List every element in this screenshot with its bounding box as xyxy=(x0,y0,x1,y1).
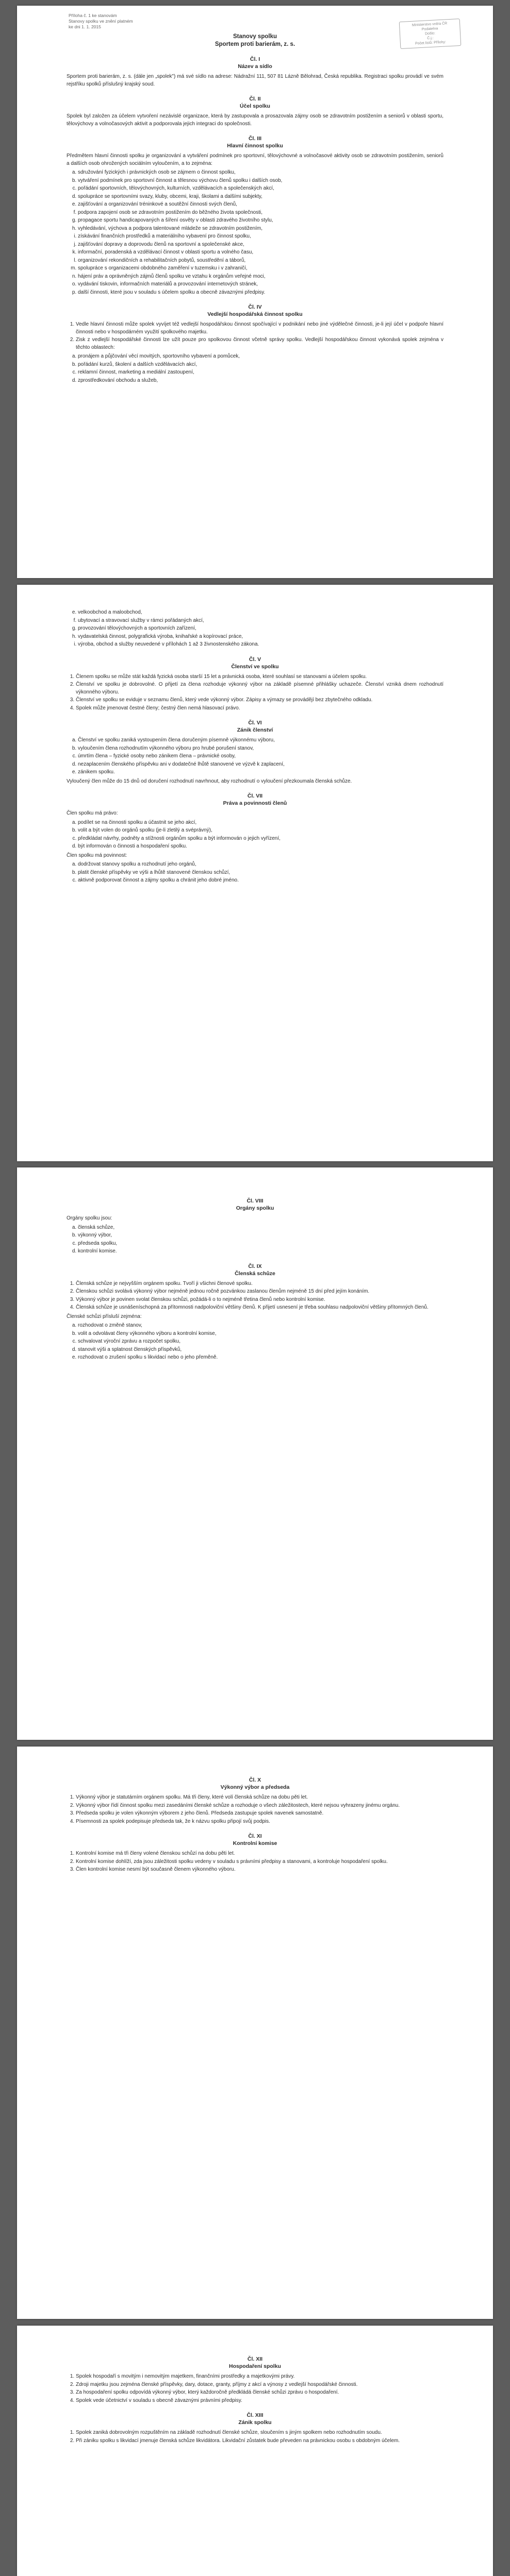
list-item: e. zánikem spolku. xyxy=(78,769,443,776)
list-item: 1. Kontrolní komise má tři členy volené členskou schůzí na dobu pěti let. xyxy=(76,1850,443,1858)
list-item: k. informační, poradenská a vzdělávací činnost v oblasti sportu a volného času, xyxy=(78,249,443,257)
numbered-list xyxy=(67,1850,443,1874)
list-item: a. pronájem a půjčování věcí movitých, sportovního vybavení a pomůcek, xyxy=(78,353,443,361)
list-item: 4. Spolek může jmenovat čestné členy; čestný člen nemá hlasovací právo. xyxy=(76,705,443,713)
article-heading: Čl. II xyxy=(249,96,261,102)
list-item: c. pořádání sportovních, tělovýchovných, kulturních, vzdělávacích a společenských akcí, xyxy=(78,185,443,193)
list-item: 3. Výkonný výbor je povinen svolat členskou schůzi, požádá-li o to nejméně třetina členů nebo kontrolní komise. xyxy=(76,1296,443,1304)
list-item: g. propagace sportu handicapovaných a šíření osvěty v oblasti zdravého životního stylu, xyxy=(78,217,443,225)
list-item: j. zajišťování dopravy a doprovodu členů na sportovní a společenské akce, xyxy=(78,241,443,249)
article-subheading: Výkonný výbor a předseda xyxy=(220,1784,290,1790)
article-heading: Čl. IV xyxy=(248,304,262,310)
article-paragraph: Orgány spolku jsou: xyxy=(67,1215,112,1221)
article-subheading: Hlavní činnost spolku xyxy=(227,143,283,149)
rights-list xyxy=(67,819,443,851)
document-page-4 xyxy=(17,1747,493,2319)
list-item: d. být informován o činnosti a hospodaření spolku. xyxy=(78,843,443,851)
article-heading: Čl. VII xyxy=(247,793,263,799)
list-item: 2. Členskou schůzi svolává výkonný výbor nejméně jednou ročně pozvánkou zaslanou členům nejméně 15 dní před jejím konáním. xyxy=(76,1288,443,1296)
activity-list xyxy=(67,353,443,384)
list-item: 2. Výkonný výbor řídí činnost spolku mezi zasedáními členské schůze a rozhoduje o všech záležitostech, které nejsou vyhrazeny jinému orgánu. xyxy=(76,1802,443,1810)
article-paragraph: Sportem proti barierám, z. s. (dále jen „spolek") má své sídlo na adrese: Nádražní 111, 507 81 Lázně Bělohrad, Česká republika. Registraci spolku provádí ve svém rejstříku spolků příslušný krajský soud. xyxy=(67,74,443,87)
activity-list xyxy=(67,169,443,296)
article-heading: Čl. I xyxy=(250,56,260,62)
list-item: h. vydavatelská činnost, polygrafická výroba, knihařské a kopírovací práce, xyxy=(78,633,443,641)
article-paragraph: Vyloučený člen může do 15 dnů od doručení rozhodnutí navrhnout, aby rozhodnutí o vyloučení přezkoumala členská schůze. xyxy=(67,778,352,784)
article-heading: Čl. V xyxy=(249,656,261,663)
list-item: 1. Výkonný výbor je statutárním orgánem spolku. Má tři členy, které volí členská schůze na dobu pěti let. xyxy=(76,1794,443,1802)
document-page-5 xyxy=(17,2326,493,2576)
list-item: a. členská schůze, xyxy=(78,1224,443,1232)
list-item: 4. Členská schůze je usnášeníschopná za přítomnosti nadpoloviční většiny členů. K přijetí usnesení je třeba souhlasu nadpoloviční většiny přítomných členů. xyxy=(76,1304,443,1312)
list-item: 3. Předseda spolku je volen výkonným výborem z jeho členů. Předseda zastupuje spolek navenek samostatně. xyxy=(76,1810,443,1818)
list-item: a. podílet se na činnosti spolku a účastnit se jeho akcí, xyxy=(78,819,443,827)
article-heading: Čl. X xyxy=(249,1777,261,1783)
list-item: a. rozhodovat o změně stanov, xyxy=(78,1322,443,1330)
article-heading: Čl. XI xyxy=(248,1833,262,1839)
list-item: h. vyhledávání, výchova a podpora talentované mládeže se zdravotním postižením, xyxy=(78,225,443,233)
list-item: p. další činnosti, které jsou v souladu s účelem spolku a obecně závaznými předpisy. xyxy=(78,289,443,297)
article-subheading: Členství ve spolku xyxy=(231,663,279,670)
list-item: 4. Spolek vede účetnictví v souladu s obecně závaznými právními předpisy. xyxy=(76,2397,443,2405)
list-item: f. podpora zapojení osob se zdravotním postižením do běžného života společnosti, xyxy=(78,209,443,217)
article-heading: Čl. IX xyxy=(248,1263,262,1269)
article-paragraph: Člen spolku má povinnost: xyxy=(67,852,127,858)
activity-list xyxy=(67,609,443,649)
list-item: b. vytváření podmínek pro sportovní činnost a tělesnou výchovu členů spolku i dalších osob, xyxy=(78,177,443,185)
list-item: e. rozhodovat o zrušení spolku s likvidací nebo o jeho přeměně. xyxy=(78,1354,443,1362)
list-item: b. platit členské příspěvky ve výši a lhůtě stanovené členskou schůzí, xyxy=(78,869,443,877)
article-subheading: Kontrolní komise xyxy=(233,1840,277,1846)
article-heading: Čl. VIII xyxy=(246,1198,264,1204)
list-item: d. stanovit výši a splatnost členských příspěvků, xyxy=(78,1346,443,1354)
stamp-line: Ministerstvo vnitra ČR xyxy=(412,22,448,27)
list-item: 1. Členem spolku se může stát každá fyzická osoba starší 15 let a právnická osoba, které souhlasí se stanovami a účelem spolku. xyxy=(76,673,443,681)
list-item: a. Členství ve spolku zaniká vystoupením člena doručeným písemně výkonnému výboru, xyxy=(78,737,443,744)
list-item: a. dodržovat stanovy spolku a rozhodnutí jeho orgánů, xyxy=(78,861,443,869)
list-item: l. organizování rekondičních a rehabilitačních pobytů, soustředění a táborů, xyxy=(78,257,443,265)
list-item: 3. Členství ve spolku se eviduje v seznamu členů, který vede výkonný výbor. Zápisy a výmazy se provádějí bez zbytečného odkladu. xyxy=(76,697,443,704)
article-subheading: Členská schůze xyxy=(235,1270,275,1277)
article-subheading: Orgány spolku xyxy=(236,1205,274,1211)
stamp-line: Došlo: xyxy=(424,31,436,36)
document-page-1 xyxy=(17,6,493,578)
list-item: b. volit a odvolávat členy výkonného výboru a kontrolní komise, xyxy=(78,1330,443,1338)
article-heading: Čl. VI xyxy=(248,720,262,726)
list-item: 2. Zisk z vedlejší hospodářské činnosti lze užít pouze pro spolkovou činnost včetně správy spolku. Vedlejší hospodářskou činnost vykonává spolek zejména v těchto oblastech: xyxy=(76,336,443,351)
list-item: i. získávání finančních prostředků a materiálního vybavení pro činnost spolku, xyxy=(78,233,443,241)
list-item: 2. Kontrolní komise dohlíží, zda jsou záležitosti spolku vedeny v souladu s právními předpisy a stanovami, a kontroluje hospodaření spolku. xyxy=(76,1858,443,1866)
list-item: b. výkonný výbor, xyxy=(78,1232,443,1240)
article-paragraph: Spolek byl založen za účelem vytvoření nezávislé organizace, která by zastupovala a prosazovala zájmy osob se zdravotním postižením a seniorů v oblasti sportu, tělovýchovy a volnočasových aktivit a podporovala jejich integraci do společnosti. xyxy=(67,113,443,127)
numbered-list xyxy=(67,1794,443,1825)
article-subheading: Vedlejší hospodářská činnost spolku xyxy=(207,311,303,317)
list-item: 2. Zdroji majetku jsou zejména členské příspěvky, dary, dotace, granty, příjmy z akcí a výnosy z vedlejší hospodářské činnosti. xyxy=(76,2381,443,2389)
stamp-line: Počet listů: Přílohy: xyxy=(415,40,447,46)
list-item: b. volit a být volen do orgánů spolku (je-li zletilý a svéprávný), xyxy=(78,827,443,835)
list-item: c. aktivně podporovat činnost a zájmy spolku a chránit jeho dobré jméno. xyxy=(78,877,443,885)
list-item: n. hájení práv a oprávněných zájmů členů spolku ve vztahu k orgánům veřejné moci, xyxy=(78,273,443,281)
list-item: c. reklamní činnost, marketing a mediální zastoupení, xyxy=(78,369,443,377)
powers-list xyxy=(67,1322,443,1362)
stamp-line: Podatelna xyxy=(421,27,438,31)
numbered-list xyxy=(67,673,443,713)
list-item: 3. Za hospodaření spolku odpovídá výkonný výbor, který každoročně předkládá členské schůzi zprávu o hospodaření. xyxy=(76,2389,443,2397)
list-item: f. ubytovací a stravovací služby v rámci pořádaných akcí, xyxy=(78,617,443,625)
list-item: e. zajišťování a organizování tréninkové a soutěžní činnosti svých členů, xyxy=(78,201,443,209)
article-subheading: Práva a povinnosti členů xyxy=(223,800,287,806)
list-item: 1. Spolek zaniká dobrovolným rozpuštěním na základě rozhodnutí členské schůze, sloučením s jiným spolkem nebo rozhodnutím soudu. xyxy=(76,2429,443,2437)
article-paragraph: Člen spolku má právo: xyxy=(67,810,118,816)
list-item: d. nezaplacením členského příspěvku ani v dodatečné lhůtě stanovené ve výzvě k zaplacení, xyxy=(78,761,443,769)
article-subheading: Název a sídlo xyxy=(238,63,272,70)
list-item: e. velkoobchod a maloobchod, xyxy=(78,609,443,617)
stamp-line: Č.j.: xyxy=(427,36,434,41)
article-subheading: Zánik členství xyxy=(237,727,273,733)
activity-list xyxy=(67,737,443,776)
list-item: c. schvalovat výroční zprávu a rozpočet spolku, xyxy=(78,1338,443,1346)
list-item: 1. Spolek hospodaří s movitým i nemovitým majetkem, finančními prostředky a majetkovými právy. xyxy=(76,2373,443,2381)
list-item: o. vydávání tiskovin, informačních materiálů a provozování internetových stránek, xyxy=(78,281,443,289)
list-item: g. provozování tělovýchovných a sportovních zařízení, xyxy=(78,625,443,633)
list-item: 2. Při zániku spolku s likvidací jmenuje členská schůze likvidátora. Likvidační zůstatek bude převeden na právnickou osobu s obdobným účelem. xyxy=(76,2437,443,2445)
numbered-list xyxy=(67,1280,443,1312)
list-item: 3. Člen kontrolní komise nesmí být současně členem výkonného výboru. xyxy=(76,1866,443,1874)
list-item: i. výroba, obchod a služby neuvedené v přílohách 1 až 3 živnostenského zákona. xyxy=(78,641,443,649)
list-item: d. zprostředkování obchodu a služeb, xyxy=(78,377,443,385)
article-subheading: Účel spolku xyxy=(240,103,270,109)
list-item: c. úmrtím člena – fyzické osoby nebo zánikem člena – právnické osoby, xyxy=(78,753,443,760)
article-subheading: Zánik spolku xyxy=(238,2419,272,2426)
article-paragraph: Členské schůzi přísluší zejména: xyxy=(67,1313,142,1319)
duties-list xyxy=(67,861,443,885)
organs-list xyxy=(67,1224,443,1256)
numbered-list xyxy=(67,2373,443,2404)
attachment-note: Příloha č. 1 ke stanovám Stanovy spolku ve znění platném ke dni 1. 1. 2015 xyxy=(69,13,133,29)
registry-stamp xyxy=(399,19,462,48)
list-item: 1. Vedle hlavní činnosti může spolek vyvíjet též vedlejší hospodářskou činnost spočívající v podnikání nebo jiné výdělečné činnosti, je-li její účel v podpoře hlavní činnosti nebo v hospodárném využití spolkového majetku. xyxy=(76,321,443,336)
list-item: 1. Členská schůze je nejvyšším orgánem spolku. Tvoří ji všichni členové spolku. xyxy=(76,1280,443,1288)
list-item: a. sdružování fyzických i právnických osob se zájmem o činnost spolku, xyxy=(78,169,443,177)
numbered-list xyxy=(67,321,443,351)
list-item: d. spolupráce se sportovními svazy, kluby, obcemi, kraji, školami a dalšími subjekty, xyxy=(78,193,443,201)
list-item: 4. Písemnosti za spolek podepisuje předseda tak, že k názvu spolku připojí svůj podpis. xyxy=(76,1818,443,1826)
article-paragraph: Předmětem hlavní činnosti spolku je organizování a vytváření podmínek pro sportovní, tělovýchovné a volnočasové aktivity osob se zdravotním postižením, seniorů a dalších osob ohrožených sociálním vyloučením, a to zejména: xyxy=(67,153,443,166)
list-item: b. pořádání kurzů, školení a dalších vzdělávacích akcí, xyxy=(78,361,443,369)
article-heading: Čl. XII xyxy=(247,2356,263,2362)
document-page-2 xyxy=(17,585,493,1161)
list-item: c. předseda spolku, xyxy=(78,1240,443,1248)
list-item: d. kontrolní komise. xyxy=(78,1248,443,1256)
list-item: c. předkládat návrhy, podněty a stížnosti orgánům spolku a být informován o jejich vyřízení, xyxy=(78,835,443,843)
numbered-list xyxy=(67,2429,443,2445)
list-item: m. spolupráce s organizacemi obdobného zaměření v tuzemsku i v zahraničí, xyxy=(78,265,443,273)
list-item: b. vyloučením člena rozhodnutím výkonného výboru pro hrubé porušení stanov, xyxy=(78,745,443,753)
article-heading: Čl. XIII xyxy=(246,2412,264,2418)
document-title: Stanovy spolku Sportem proti barierám, z. s. xyxy=(215,33,295,47)
article-heading: Čl. III xyxy=(248,135,262,142)
document-page-3 xyxy=(17,1167,493,1740)
article-subheading: Hospodaření spolku xyxy=(229,2363,281,2369)
list-item: 2. Členství ve spolku je dobrovolné. O přijetí za člena rozhoduje výkonný výbor na základě písemné přihlášky uchazeče. Členství vzniká dnem rozhodnutí výkonného výboru. xyxy=(76,681,443,696)
